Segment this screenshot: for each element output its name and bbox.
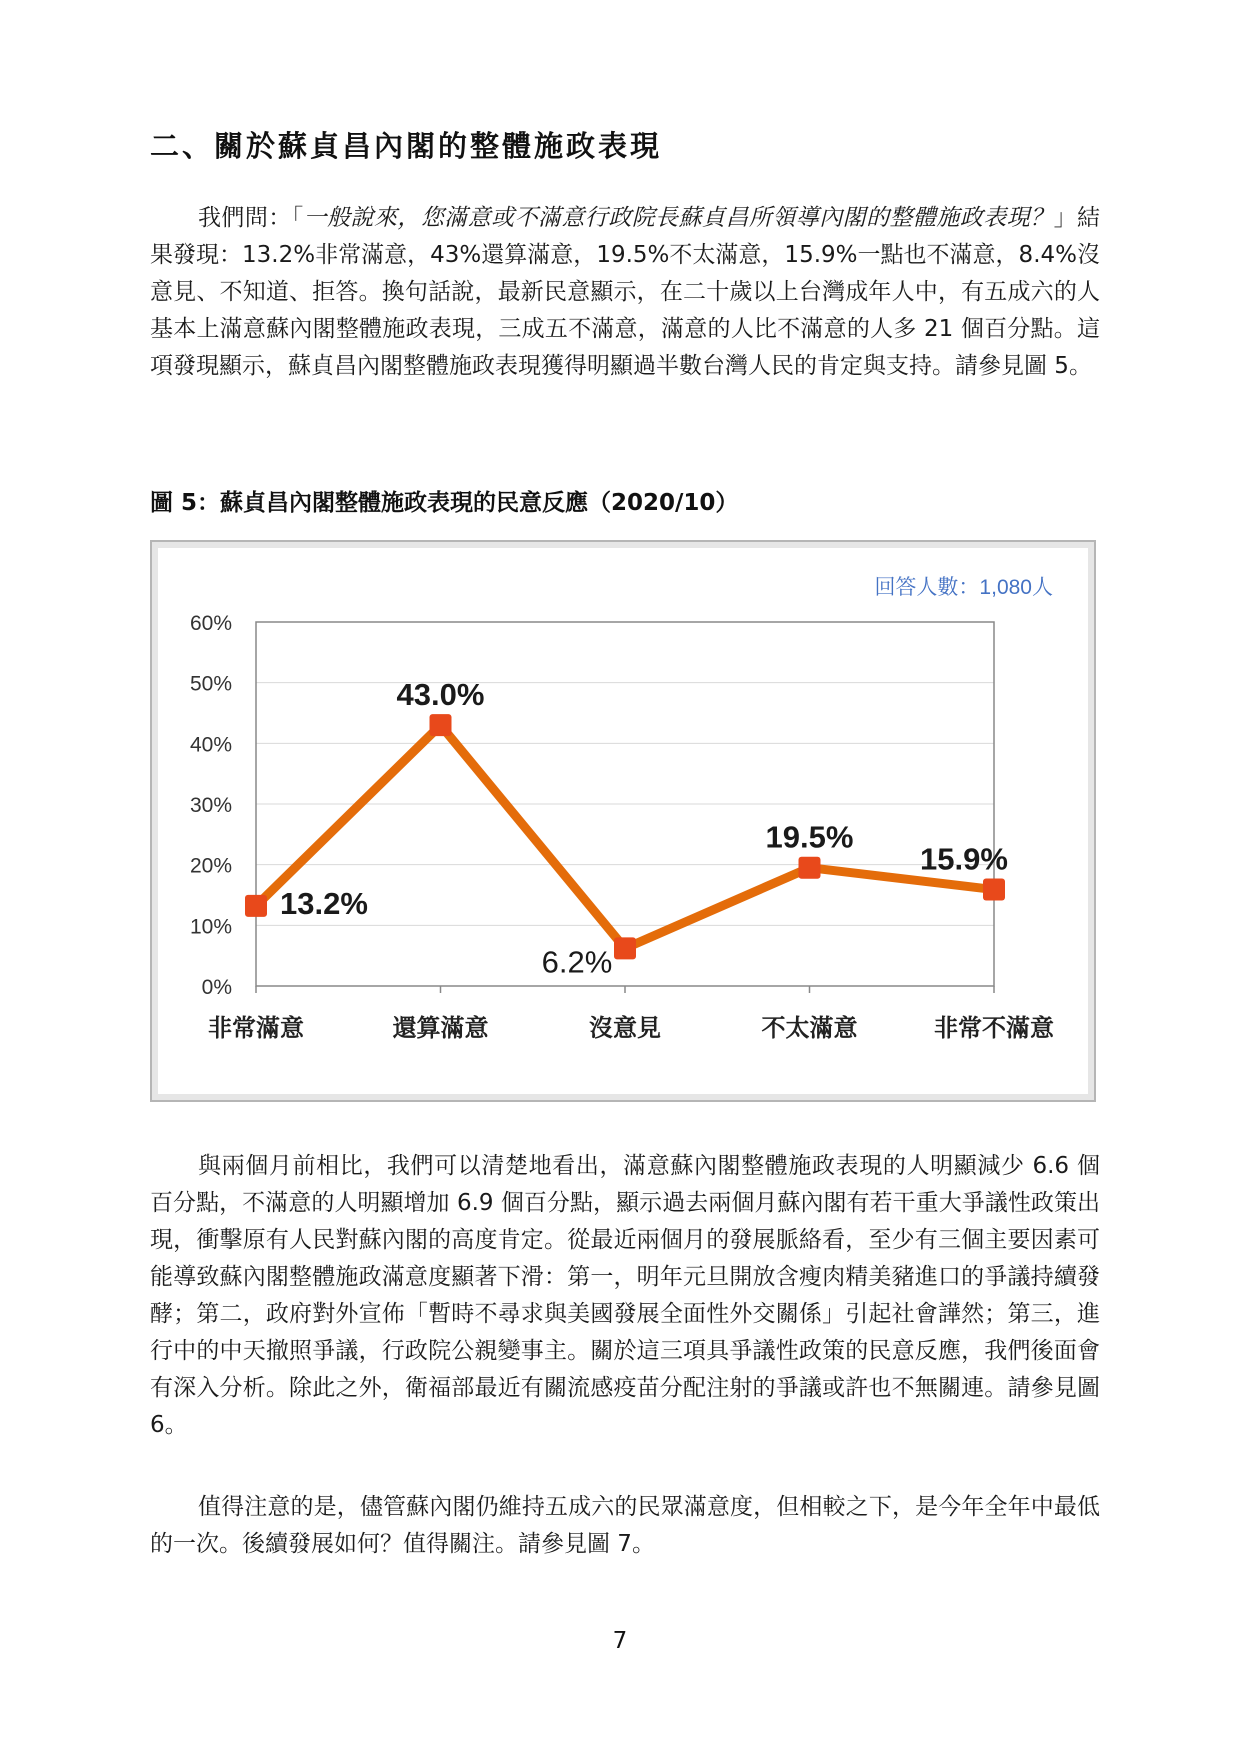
- data-label: 43.0%: [396, 677, 485, 713]
- x-category-label: 非常不滿意: [934, 1014, 1054, 1042]
- data-label: 19.5%: [765, 819, 854, 855]
- conclusion-paragraph: 值得注意的是，儘管蘇內閣仍維持五成六的民眾滿意度，但相較之下，是今年全年中最低的一次。後續發展如何？值得關注。請參見圖 7。: [150, 1494, 1100, 1557]
- y-tick-label: 50%: [189, 672, 232, 696]
- data-point: [614, 937, 636, 959]
- figure-caption: 圖 5：蘇貞昌內閣整體施政表現的民意反應（2020/10）: [150, 490, 739, 516]
- data-point: [245, 895, 267, 917]
- series-satisfaction: [245, 714, 1005, 959]
- intro-prefix: 我們問：「: [198, 205, 304, 231]
- section-title: 二、關於蘇貞昌內閣的整體施政表現: [150, 129, 663, 163]
- y-tick-label: 20%: [189, 854, 232, 878]
- data-label: 13.2%: [280, 885, 368, 921]
- y-tick-label: 0%: [201, 976, 232, 999]
- respondent-count: 回答人數：1,080人: [874, 576, 1053, 599]
- data-point: [799, 857, 821, 879]
- y-tick-label: 60%: [189, 612, 232, 635]
- data-label: 6.2%: [541, 944, 613, 980]
- intro-paragraph: [150, 200, 1100, 385]
- line-chart: [152, 542, 1094, 1100]
- x-category-label: 非常滿意: [208, 1014, 304, 1042]
- x-axis-categories: [208, 1014, 1054, 1042]
- y-tick-label: 40%: [189, 733, 232, 757]
- x-category-label: 不太滿意: [761, 1014, 858, 1042]
- x-category-label: 沒意見: [589, 1014, 661, 1042]
- page-number: 7: [612, 1628, 628, 1654]
- data-point: [983, 879, 1005, 901]
- intro-findings: 」結果發現：13.2%非常滿意，43%還算滿意，19.5%不太滿意，15.9%一點也不滿意，8.4%沒意見、不知道、拒答。換句話說，最新民意顯示，在二十歲以上台灣成年人中，有五成六的人基本上滿意蘇內閣整體施政表現，三成五不滿意，滿意的人比不滿意的人多 21 個百分點。這項發現顯示，蘇貞昌內閣整體施政表現獲得明顯過半數台灣人民的肯定與支持。請參見圖 5。: [150, 205, 1101, 379]
- survey-question: 一般說來，您滿意或不滿意行政院長蘇貞昌所領導內閣的整體施政表現？: [303, 205, 1054, 231]
- data-point: [430, 714, 452, 736]
- comparison-paragraph: 與兩個月前相比，我們可以清楚地看出，滿意蘇內閣整體施政表現的人明顯減少 6.6 個百分點，不滿意的人明顯增加 6.9 個百分點，顯示過去兩個月蘇內閣有若干重大爭議性政策出現，衝擊原有人民對蘇內閣的高度肯定。從最近兩個月的發展脈絡看，至少有三個主要因素可能導致蘇內閣整體施政滿意度顯著下滑：第一，明年元旦開放含瘦肉精美豬進口的爭議持續發酵；第二，政府對外宣佈「暫時不尋求與美國發展全面性外交關係」引起社會譁然；第三，進行中的中天撤照爭議，行政院公親變事主。關於這三項具爭議性政策的民意反應，我們後面會有深入分析。除此之外，衛福部最近有關流感疫苗分配注射的爭議或許也不無關連。請參見圖 6。: [150, 1153, 1100, 1438]
- y-tick-label: 10%: [189, 915, 232, 939]
- data-label: 15.9%: [920, 841, 1008, 877]
- chart-frame: [150, 540, 1096, 1102]
- y-tick-label: 30%: [189, 794, 232, 817]
- y-axis-ticks: [190, 612, 232, 999]
- data-labels: [280, 677, 1008, 979]
- x-category-label: 還算滿意: [392, 1014, 489, 1042]
- axes: [256, 622, 994, 993]
